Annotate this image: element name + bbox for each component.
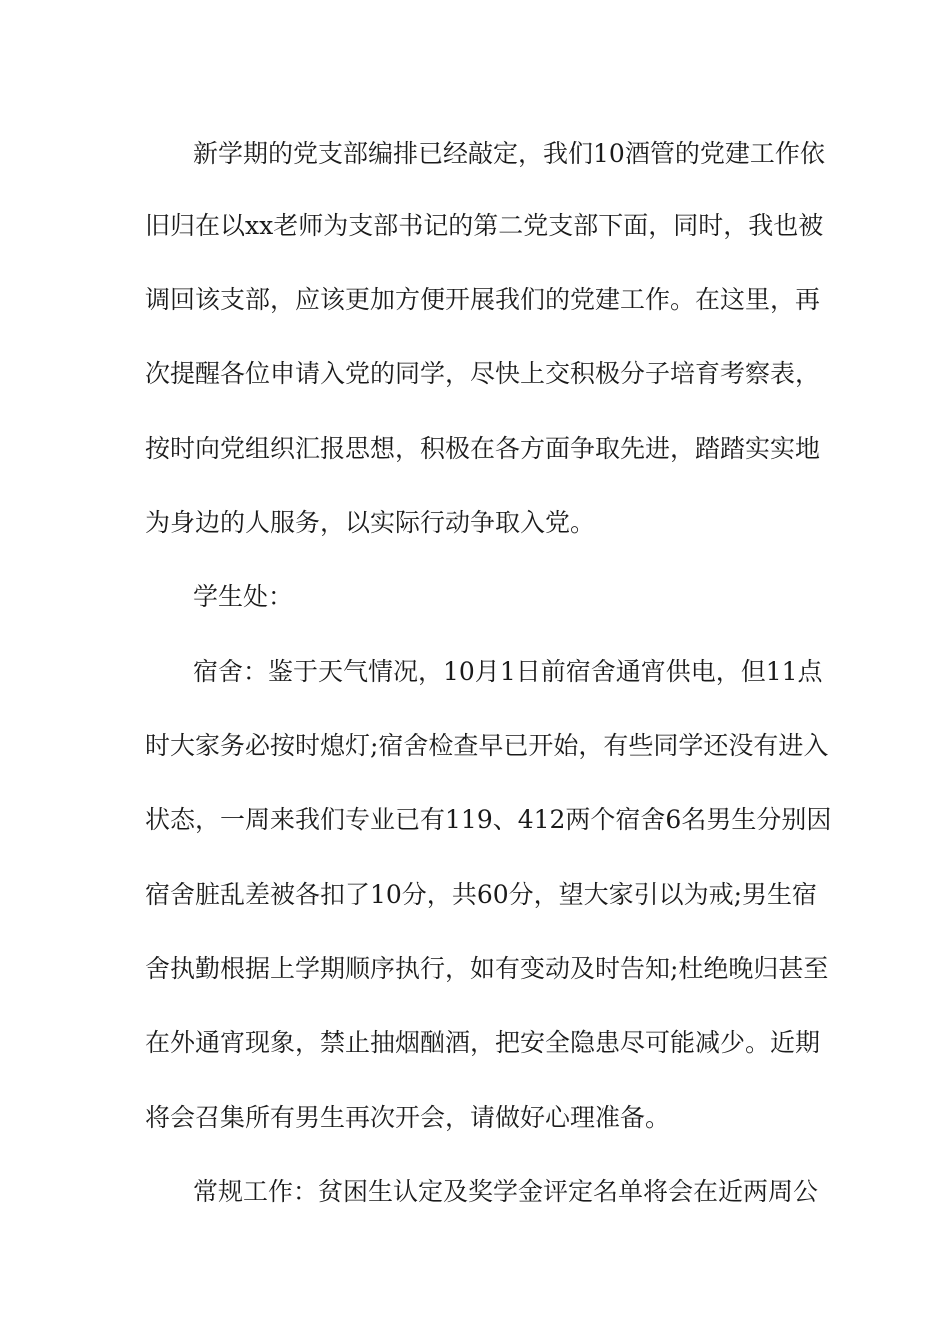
section-heading-student-office: 学生处： <box>193 582 294 611</box>
paragraph-1-line-4: 次提醒各位申请入党的同学，尽快上交积极分子培育考察表， <box>145 359 821 388</box>
paragraph-1-line-1: 新学期的党支部编排已经敲定，我们10酒管的党建工作依 <box>193 139 825 168</box>
paragraph-4-line-1: 常规工作：贫困生认定及奖学金评定名单将会在近两周公 <box>193 1177 819 1206</box>
paragraph-3-line-3: 状态，一周来我们专业已有119、412两个宿舍6名男生分别因 <box>145 805 832 834</box>
paragraph-3-line-6: 在外通宵现象，禁止抽烟酗酒，把安全隐患尽可能减少。近期 <box>145 1028 821 1057</box>
paragraph-1-line-2: 旧归在以xx老师为支部书记的第二党支部下面，同时，我也被 <box>145 211 824 240</box>
paragraph-1-line-3: 调回该支部，应该更加方便开展我们的党建工作。在这里，再 <box>145 285 821 314</box>
paragraph-1-line-6: 为身边的人服务，以实际行动争取入党。 <box>145 508 596 537</box>
paragraph-3-line-5: 舍执勤根据上学期顺序执行，如有变动及时告知;杜绝晚归甚至 <box>145 954 829 983</box>
paragraph-3-line-2: 时大家务必按时熄灯;宿舍检查早已开始，有些同学还没有进入 <box>145 731 829 760</box>
paragraph-3-line-1: 宿舍：鉴于天气情况，10月1日前宿舍通宵供电，但11点 <box>193 657 823 686</box>
paragraph-3-line-4: 宿舍脏乱差被各扣了10分，共60分，望大家引以为戒;男生宿 <box>145 880 818 909</box>
paragraph-1-line-5: 按时向党组织汇报思想，积极在各方面争取先进，踏踏实实地 <box>145 434 821 463</box>
paragraph-3-line-7: 将会召集所有男生再次开会，请做好心理准备。 <box>145 1103 671 1132</box>
